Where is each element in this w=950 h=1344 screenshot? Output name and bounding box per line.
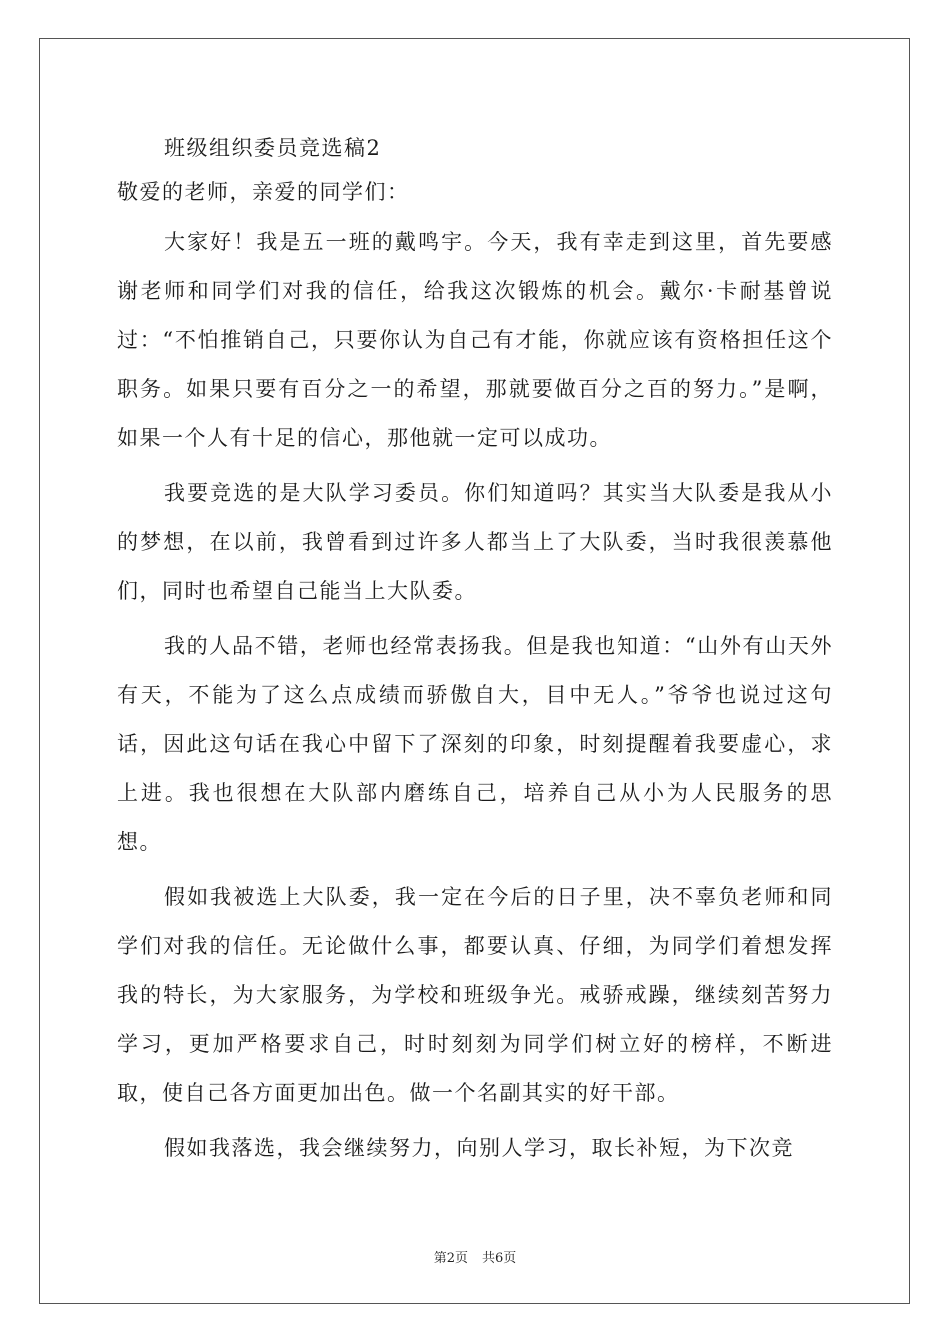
paragraph-1: 大家好！我是五一班的戴鸣宇。今天，我有幸走到这里，首先要感谢老师和同学们对我的信任，给我这次锻炼的机会。戴尔·卡耐基曾说过：“不怕推销自己，只要你认为自己有才能，你就应该有资格担任这个职务。如果只要有百分之一的希望，那就要做百分之百的努力。”是啊，如果一个人有十足的信心，那他就一定可以成功。 [117,230,833,450]
page-total: 共6页 [482,1251,517,1266]
paragraph-3: 我的人品不错，老师也经常表扬我。但是我也知道：“山外有山天外有天，不能为了这么点成绩而骄傲自大，目中无人。”爷爷也说过这句话，因此这句话在我心中留下了深刻的印象，时刻提醒着我要虚心，求上进。我也很想在大队部内磨练自己，培养自己从小为人民服务的思想。 [117,634,833,854]
document-body [117,128,833,1179]
page-number: 第2页 [433,1251,468,1266]
paragraph-2: 我要竞选的是大队学习委员。你们知道吗？其实当大队委是我从小的梦想，在以前，我曾看到过许多人都当上了大队委，当时我很羡慕他们，同时也希望自己能当上大队委。 [117,481,833,603]
page-footer [0,1247,950,1266]
salutation: 敬爱的老师，亲爱的同学们： [117,180,410,204]
paragraph-4: 假如我被选上大队委，我一定在今后的日子里，决不辜负老师和同学们对我的信任。无论做什么事，都要认真、仔细，为同学们着想发挥我的特长，为大家服务，为学校和班级争光。戒骄戒躁，继续刻苦努力学习，更加严格要求自己，时时刻刻为同学们树立好的榜样，不断进取，使自己各方面更加出色。做一个名副其实的好干部。 [117,885,833,1105]
document-title: 班级组织委员竞选稿2 [164,136,382,160]
paragraph-5: 假如我落选，我会继续努力，向别人学习，取长补短，为下次竞 [164,1136,794,1160]
